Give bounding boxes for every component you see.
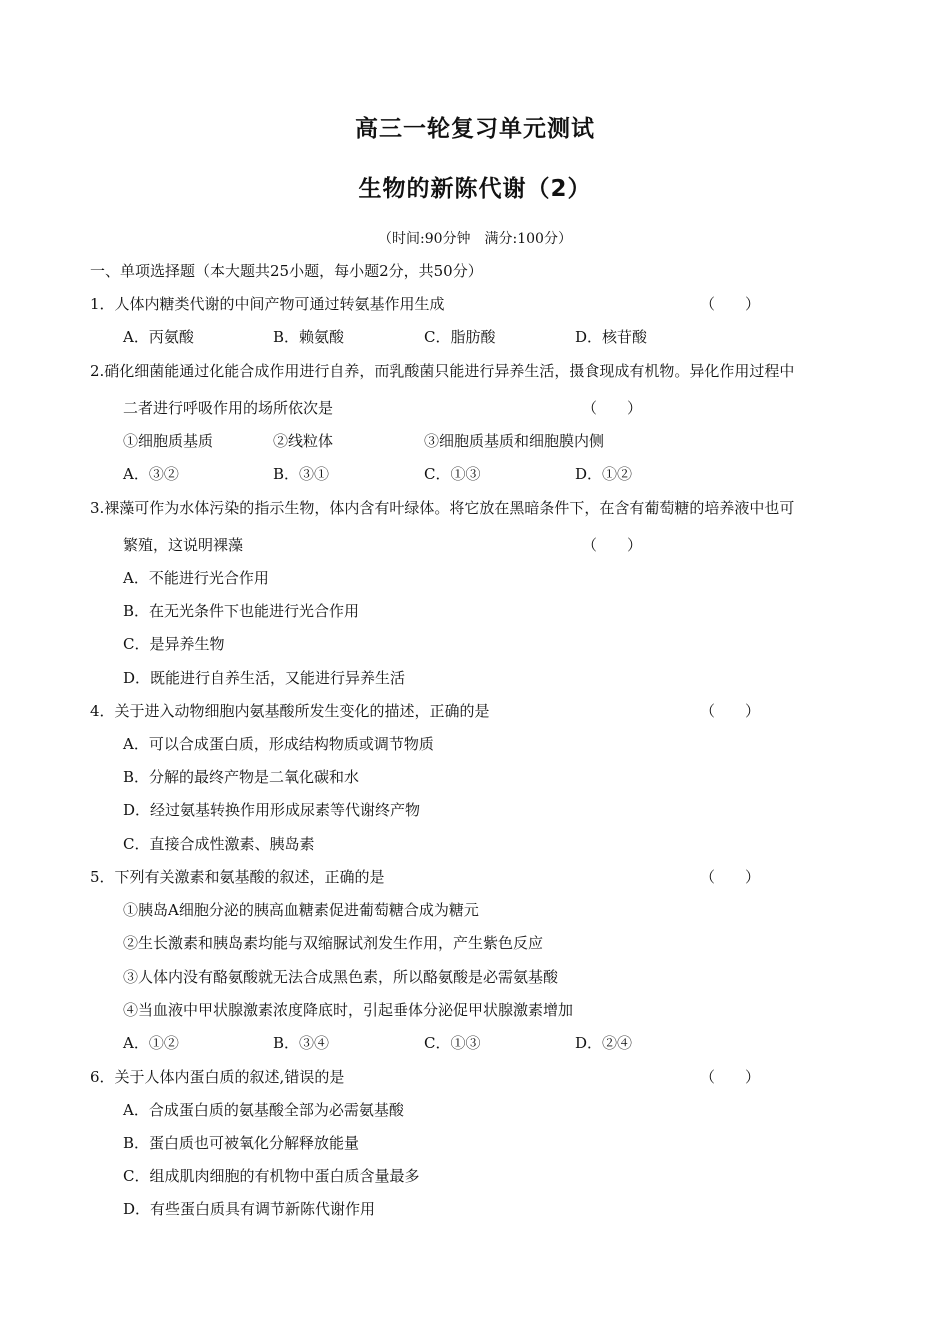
q5-option-d: D．②④ bbox=[575, 1034, 633, 1052]
q5-item-1: ①胰岛A细胞分泌的胰高血糖素促进葡萄糖合成为糖元 bbox=[123, 901, 479, 919]
q6-option-a: A．合成蛋白质的氨基酸全部为必需氨基酸 bbox=[123, 1101, 404, 1119]
q5-option-c: C．①③ bbox=[424, 1034, 481, 1052]
exam-meta: （时间:90分钟 满分:100分） bbox=[378, 231, 572, 247]
q6-option-d: D．有些蛋白质具有调节新陈代谢作用 bbox=[123, 1200, 376, 1218]
q2-stem: 2.硝化细菌能通过化能合成作用进行自养，而乳酸菌只能进行异养生活，摄食现成有机物。异化作用过程中 bbox=[90, 362, 795, 380]
q6-option-c: C．组成肌肉细胞的有机物中蛋白质含量最多 bbox=[123, 1167, 420, 1185]
q6-option-b: B．蛋白质也可被氧化分解释放能量 bbox=[123, 1134, 360, 1152]
q6-stem: 6．关于人体内蛋白质的叙述,错误的是 bbox=[90, 1068, 345, 1086]
q5-option-b: B．③④ bbox=[273, 1034, 330, 1052]
q3-stem: 3.裸藻可作为水体污染的指示生物，体内含有叶绿体。将它放在黑暗条件下，在含有葡萄糖的培养液中也可 bbox=[90, 499, 795, 517]
q2-option-d: D．①② bbox=[575, 465, 633, 483]
q2-answer-paren: （ ） bbox=[582, 399, 643, 417]
q4-stem: 4．关于进入动物细胞内氨基酸所发生变化的描述，正确的是 bbox=[90, 702, 490, 720]
q3-option-c: C．是异养生物 bbox=[123, 635, 225, 653]
q2-stem-cont: 二者进行呼吸作用的场所依次是 bbox=[123, 399, 334, 417]
q2-item-1: ①细胞质基质 bbox=[123, 432, 214, 450]
q3-option-b: B．在无光条件下也能进行光合作用 bbox=[123, 602, 360, 620]
q1-option-a: A．丙氨酸 bbox=[123, 328, 194, 346]
q5-item-2: ②生长激素和胰岛素均能与双缩脲试剂发生作用，产生紫色反应 bbox=[123, 934, 544, 952]
q5-stem: 5．下列有关激素和氨基酸的叙述，正确的是 bbox=[90, 868, 385, 886]
q3-option-a: A．不能进行光合作用 bbox=[123, 569, 269, 587]
q1-stem: 1．人体内糖类代谢的中间产物可通过转氨基作用生成 bbox=[90, 295, 445, 313]
q2-option-a: A．③② bbox=[123, 465, 179, 483]
q5-item-3: ③人体内没有酪氨酸就无法合成黑色素，所以酪氨酸是必需氨基酸 bbox=[123, 968, 559, 986]
exam-subtitle: 生物的新陈代谢（2） bbox=[358, 176, 592, 202]
q1-option-b: B．赖氨酸 bbox=[273, 328, 345, 346]
q1-option-d: D．核苷酸 bbox=[575, 328, 648, 346]
q4-option-c: C．直接合成性激素、胰岛素 bbox=[123, 835, 315, 853]
q5-item-4: ④当血液中甲状腺激素浓度降底时，引起垂体分泌促甲状腺激素增加 bbox=[123, 1001, 574, 1019]
q3-stem-cont: 繁殖，这说明裸藻 bbox=[123, 536, 244, 554]
q4-option-a: A．可以合成蛋白质，形成结构物质或调节物质 bbox=[123, 735, 434, 753]
q3-option-d: D．既能进行自养生活，又能进行异养生活 bbox=[123, 669, 406, 687]
q4-option-d: D．经过氨基转换作用形成尿素等代谢终产物 bbox=[123, 801, 421, 819]
q4-option-b: B．分解的最终产物是二氧化碳和水 bbox=[123, 768, 360, 786]
exam-title: 高三一轮复习单元测试 bbox=[355, 116, 595, 142]
q2-option-c: C．①③ bbox=[424, 465, 481, 483]
section-heading: 一、单项选择题（本大题共25小题，每小题2分，共50分） bbox=[90, 262, 483, 280]
q2-item-3: ③细胞质基质和细胞膜内侧 bbox=[424, 432, 605, 450]
q1-answer-paren: （ ） bbox=[700, 295, 761, 313]
q1-option-c: C．脂肪酸 bbox=[424, 328, 496, 346]
q5-option-a: A．①② bbox=[123, 1034, 179, 1052]
q2-item-2: ②线粒体 bbox=[273, 432, 334, 450]
q2-option-b: B．③① bbox=[273, 465, 330, 483]
q5-answer-paren: （ ） bbox=[700, 868, 761, 886]
q3-answer-paren: （ ） bbox=[582, 536, 643, 554]
q6-answer-paren: （ ） bbox=[700, 1068, 761, 1086]
q4-answer-paren: （ ） bbox=[700, 702, 761, 720]
